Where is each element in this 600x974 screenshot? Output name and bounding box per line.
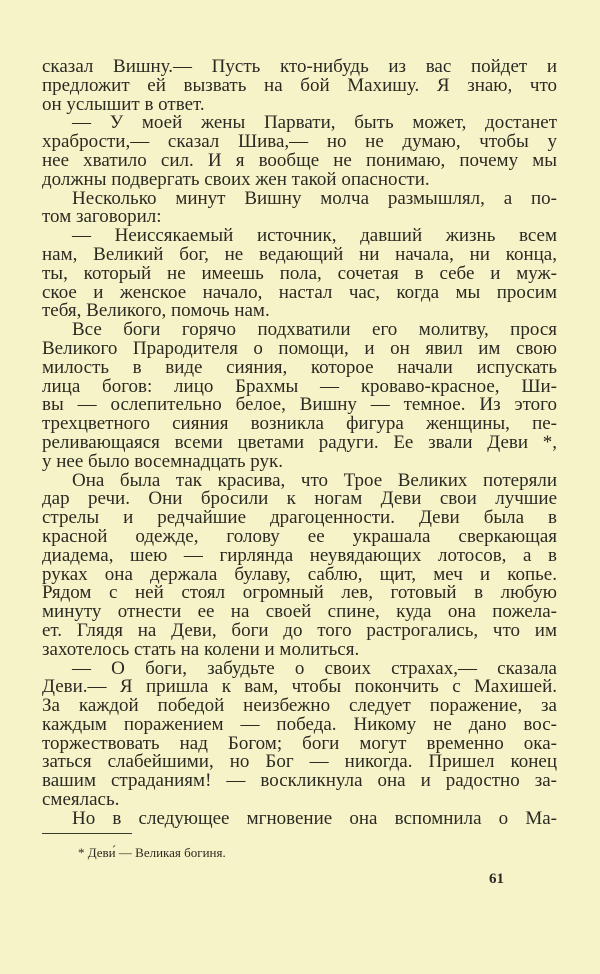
text-line: у нее было восемнадцать рук. <box>42 450 283 472</box>
text-line: — О боги, забудьте о своих страхах,— сказала <box>72 657 557 679</box>
text-line: ское и женское начало, настал час, когда мы просим <box>42 281 557 303</box>
text-line: должны подвергать своих жен такой опасности. <box>42 168 430 190</box>
text-line: смеялась. <box>42 789 120 811</box>
text-line: нее хватило сил. И я вообще не понимаю, почему мы <box>42 149 557 171</box>
text-line: он услышит в ответ. <box>42 93 205 115</box>
text-line: Рядом с ней стоял огромный лев, готовый в любую <box>42 582 557 604</box>
text-line: минуту отнести ее на своей спине, куда она пожела- <box>42 601 557 623</box>
text-line: заться слабейшими, но Бог — никогда. Пришел конец <box>42 751 557 773</box>
text-line: Но в следующее мгновение она вспомнила о Ма- <box>72 807 557 829</box>
text-line: Деви.— Я пришла к вам, чтобы покончить с Махишей. <box>42 676 557 698</box>
text-line: нам, Великий бог, не ведающий ни начала, ни конца, <box>42 243 557 265</box>
text-line: сказал Вишну.— Пусть кто-нибудь из вас пойдет и <box>42 56 557 77</box>
body-text <box>42 58 557 829</box>
text-line: Великого Прародителя о помощи, и он явил им свою <box>42 337 557 359</box>
text-line: стрелы и редчайшие драгоценности. Деви была в <box>42 507 557 529</box>
text-line: красной одежде, голову ее украшала сверкающая <box>42 525 557 547</box>
text-line: За каждой победой неизбежно следует поражение, за <box>42 695 557 717</box>
text-line: — Неиссякаемый источник, давший жизнь всем <box>72 225 557 247</box>
page-number: 61 <box>489 871 504 887</box>
text-line: трехцветного сияния возникла фигура женщины, пе- <box>42 413 557 435</box>
text-line: Она была так красива, что Трое Великих потеряли <box>72 469 557 491</box>
footnote-divider <box>42 833 132 834</box>
text-line: захотелось стать на колени и молиться. <box>42 638 360 660</box>
text-line: ты, который не имеешь пола, сочетая в себе и муж- <box>42 262 557 284</box>
text-line: дар речи. Они бросили к ногам Деви свои лучшие <box>42 488 557 510</box>
text-line: руках она держала булаву, саблю, щит, меч и копье. <box>42 563 557 585</box>
text-line: предложит ей вызвать на бой Махишу. Я знаю, что <box>42 74 557 96</box>
footnote: * Деви́ — Великая богиня. <box>78 845 226 860</box>
text-line: милость в виде сияния, которое начали испускать <box>42 356 557 378</box>
text-line: каждым поражением — победа. Никому не дано вос- <box>42 713 557 735</box>
text-line: Все боги горячо подхватили его молитву, прося <box>72 319 557 341</box>
text-line: реливающаяся всеми цветами радуги. Ее звали Деви *, <box>42 431 557 453</box>
text-line: вы — ослепительно белое, Вишну — темное. Из этого <box>42 394 557 416</box>
text-line: тебя, Великого, помочь нам. <box>42 300 270 322</box>
text-line: торжествовать над Богом; боги могут временно ока- <box>42 732 557 754</box>
text-line: том заговорил: <box>42 206 162 228</box>
text-line: ет. Глядя на Деви, боги до того растрогались, что им <box>42 619 557 641</box>
text-line: — У моей жены Парвати, быть может, достанет <box>72 112 557 134</box>
text-line: лица богов: лицо Брахмы — кроваво-красное, Ши- <box>42 375 557 397</box>
text-line: храбрости,— сказал Шива,— но не думаю, чтобы у <box>42 131 557 153</box>
text-line: вашим страданиям! — воскликнула она и радостно за- <box>42 770 557 792</box>
text-line: диадема, шею — гирлянда неувядающих лотосов, а в <box>42 544 557 566</box>
text-line: Несколько минут Вишну молча размышлял, а по- <box>72 187 557 209</box>
